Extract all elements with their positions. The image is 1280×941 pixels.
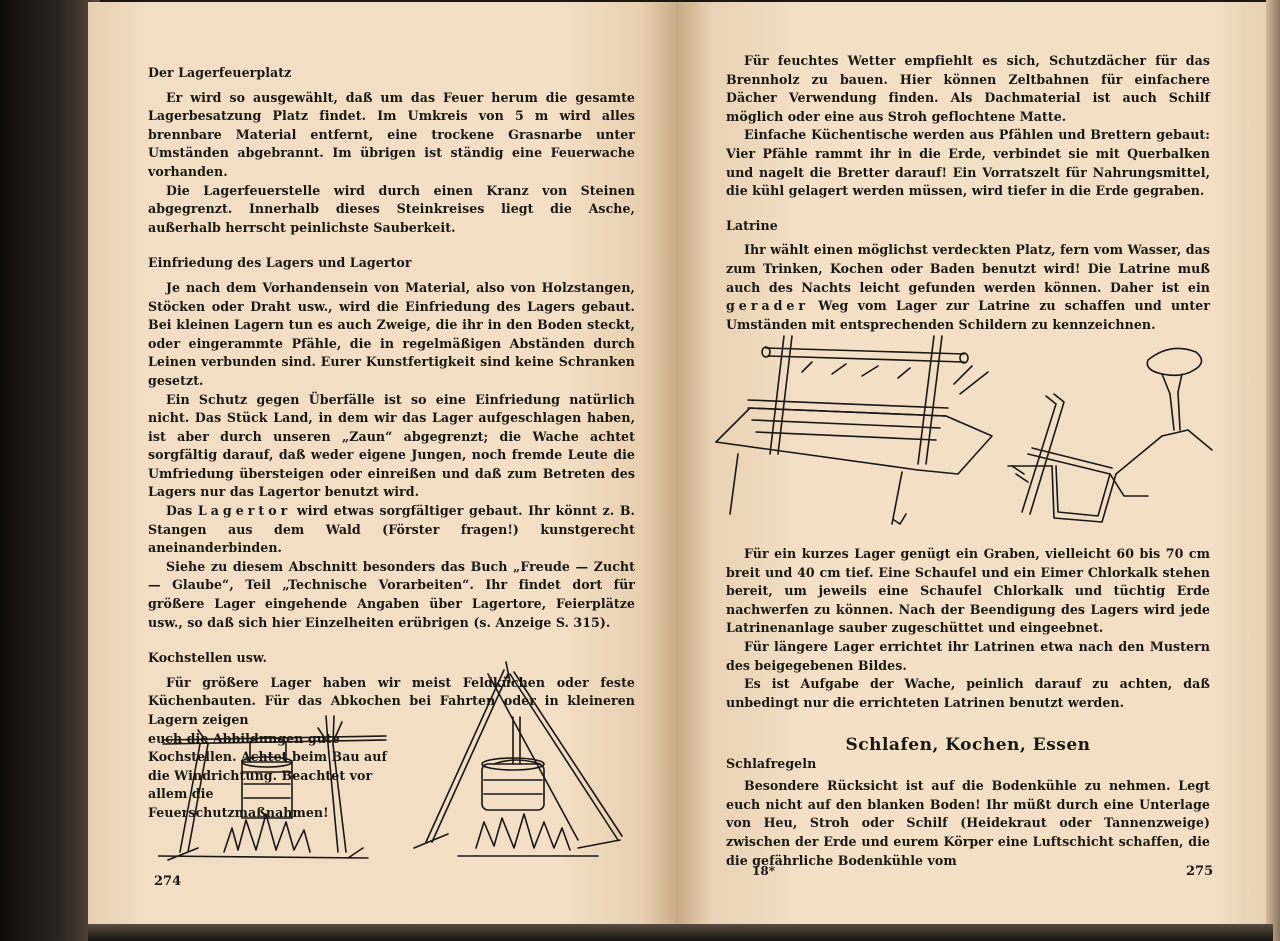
text-run: wird etwas sorgfältiger gebaut. Ihr könnt z. B. Stangen aus dem Wald (Förster fragen!) kunstgerecht aneinanderbinden. — [148, 503, 635, 556]
heading-latrine: Latrine — [726, 217, 778, 233]
page-edge — [1266, 0, 1280, 941]
paragraph: Für ein kurzes Lager genügt ein Graben, vielleicht 60 bis 70 cm breit und 40 cm tief. Eine Schaufel und ein Eimer Chlorkalk stehen bereit, um jeweils eine Schaufel Chlorkalk und tüchtig Erde nachwerfen zu können. Nach der Beendigung des Lagers wird jede Latrinenanlage sauber zugeschüttet und eingeebnet. — [726, 546, 1210, 636]
paragraph: Ein Schutz gegen Überfälle ist so eine Einfriedung natürlich nicht. Das Stück Land, in dem wir das Lager aufgeschlagen haben, ist aber durch unseren „Zaun“ abgegrenzt; die Wache achtet sorgfältig darauf, daß weder eigene Jungen, noch fremde Leute die Umfriedung übersteigen oder einreißen und daß zum Betreten des Lagers nur das Lagertor benutzt wird. — [148, 391, 635, 500]
latrine-illustration — [712, 324, 1222, 534]
heading-einfriedung: Einfriedung des Lagers und Lagertor — [148, 255, 412, 271]
left-page — [88, 2, 678, 926]
text-run: Ihr wählt einen möglichst verdeckten Platz, fern vom Wasser, das zum Trinken, Kochen oder Baden benutzt wird! Die Latrine muß auch des Nachts leicht gefunden werden können. Daher ist ein — [726, 242, 1210, 295]
paragraph: Besondere Rücksicht ist auf die Bodenkühle zu nehmen. Legt euch nicht auf den blanken Boden! Ihr müßt durch eine Unterlage von Heu, Stroh oder Schilf (Heidekraut oder Tannenzweige) zwischen der Erde und eurem Körper eine Luftschicht schaffen, die die gefährliche Bodenkühle vom — [726, 778, 1210, 868]
book-bottom-edge — [88, 924, 1273, 941]
paragraph: Die Lagerfeuerstelle wird durch einen Kranz von Steinen abgegrenzt. Innerhalb dieses Steinkreises liegt die Asche, außerhalb herrscht peinlichste Sauberkeit. — [148, 182, 635, 235]
spaced-word-gerader: gerader — [726, 298, 810, 314]
desk-background — [0, 0, 100, 941]
paragraph-lagertor — [148, 502, 635, 558]
heading-schlafregeln: Schlafregeln — [726, 755, 817, 771]
spaced-word-lagertor: Lagertor — [197, 503, 292, 519]
paragraph: Für größere Lager haben wir meist Feldküchen oder feste Küchenbauten. Für das Abkochen bei Fahrten oder in kleineren Lagern zeigen — [148, 674, 635, 727]
right-page — [676, 2, 1274, 928]
text-run: Weg vom Lager zur Latrine zu schaffen und unter Umständen mit entsprechenden Schildern zu kennzeichnen. — [726, 298, 1210, 332]
paragraph: Einfache Küchentische werden aus Pfählen und Brettern gebaut: Vier Pfähle rammt ihr in die Erde, verbindet sie mit Querbalken und nagelt die Bretter darauf! Ein Vorratszelt für Nahrungsmittel, die kühl gelagert werden müssen, wird tiefer in die Erde gegraben. — [726, 127, 1210, 199]
signature-mark: 18* — [752, 864, 775, 878]
right-text-column-middle — [726, 545, 1210, 712]
heading-kochstellen: Kochstellen usw. — [148, 650, 267, 666]
paragraph-latrine — [726, 241, 1210, 334]
paragraph-siehe: Siehe zu diesem Abschnitt besonders das Buch „Freude — Zucht — Glaube“, Teil „Technische Vorarbeiten“. Ihr findet dort für größere Lager eingehende Angaben über Lagertore, Feierplätze usw., so daß sich hier Einzelheiten erübrigen (s. Anzeige S. 315). — [148, 558, 635, 630]
paragraph: Er wird so ausgewählt, daß um das Feuer herum die gesamte Lagerbesatzung Platz findet. Im Umkreis von 5 m wird alles brennbare Material entfernt, eine trockene Grasnarbe unter Umständen abgebrannt. Im übrigen ist ständig eine Feuerwache vorhanden. — [148, 89, 635, 179]
cooking-stand-illustration — [158, 652, 638, 867]
paragraph: Es ist Aufgabe der Wache, peinlich darauf zu achten, daß unbedingt nur die errichteten Latrinen benutzt werden. — [726, 676, 1210, 710]
text-run: Das — [166, 503, 198, 519]
paragraph: Für feuchtes Wetter empfiehlt es sich, Schutzdächer für das Brennholz zu bauen. Hier können Zeltbahnen für einfachere Dächer Verwendung finden. Als Dachmaterial ist auch Schilf möglich oder eine aus Stroh geflochtene Matte. — [726, 53, 1210, 124]
paragraph: Je nach dem Vorhandensein von Material, also von Holzstangen, Stöcken oder Draht usw., wird die Einfriedung des Lagers gebaut. Bei kleinen Lagern tun es auch Zweige, die ihr in den Boden steckt, oder eingerammte Pfähle, die in regelmäßigen Abständen durch Leinen verbunden sind. Eurer Kunstfertigkeit sind keine Schranken gesetzt. — [148, 279, 635, 388]
right-text-column-top — [726, 52, 1210, 334]
paragraph: Für längere Lager errichtet ihr Latrinen etwa nach den Mustern des beigegebenen Bildes. — [726, 638, 1210, 673]
paragraph-wrap: euch die Abbildungen gute Kochstellen. Achtet beim Bau auf die Windrichtung. Beachtet vor allem die Feuerschutzmaßnahmen! — [148, 730, 387, 820]
heading-lagerfeuerplatz: Der Lagerfeuerplatz — [148, 65, 292, 80]
page-number-left: 274 — [154, 874, 182, 889]
right-text-column-bottom — [726, 736, 1210, 870]
chapter-title: Schlafen, Kochen, Essen — [845, 735, 1091, 755]
page-number-right: 275 — [1186, 864, 1214, 879]
